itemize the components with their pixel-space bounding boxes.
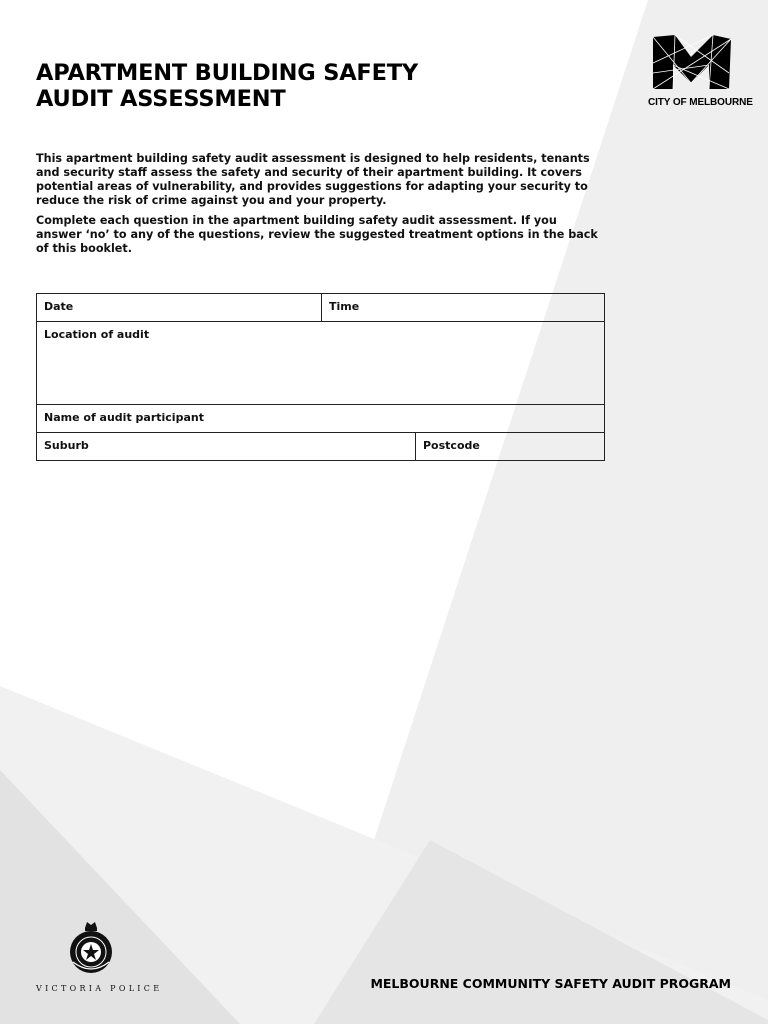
intro-paragraph-2: Complete each question in the apartment building safety audit assessment. If you answer ‘no’ to any of the questions, review the suggested treatment options in the back of this booklet. (36, 214, 598, 255)
time-field[interactable] (321, 294, 604, 321)
program-title: MELBOURNE COMMUNITY SAFETY AUDIT PROGRAM (370, 976, 731, 991)
location-field[interactable] (37, 322, 604, 404)
page-title-line2: AUDIT ASSESSMENT (36, 86, 286, 112)
city-of-melbourne-logo (648, 33, 753, 108)
logo-caption: CITY OF MELBOURNE (648, 97, 753, 108)
suburb-label: Suburb (44, 439, 89, 452)
form-row-location (37, 322, 604, 405)
victoria-police-crest-icon (67, 920, 115, 976)
page-title (36, 60, 418, 112)
intro-paragraph-1: This apartment building safety audit assessment is designed to help residents, tenants and security staff assess the safety and security of their apartment building. It covers potential areas of vulnerability, and provides suggestions for adapting your security to reduce the risk of crime against you and your property. (36, 152, 590, 207)
participant-label: Name of audit participant (44, 411, 204, 424)
form-row-date-time (37, 294, 604, 322)
participant-field[interactable] (37, 405, 604, 432)
form-row-suburb-postcode (37, 433, 604, 460)
suburb-field[interactable] (37, 433, 415, 460)
victoria-police-logo (36, 920, 163, 993)
victoria-police-caption: VICTORIA POLICE (36, 984, 163, 993)
date-field[interactable] (37, 294, 321, 321)
time-label: Time (329, 300, 360, 313)
city-of-melbourne-m-logo-icon (651, 33, 731, 91)
audit-details-form (36, 293, 605, 461)
date-label: Date (44, 300, 74, 313)
postcode-label: Postcode (423, 439, 480, 452)
postcode-field[interactable] (415, 433, 604, 460)
page-title-line1: APARTMENT BUILDING SAFETY (36, 60, 418, 86)
form-row-participant (37, 405, 604, 433)
location-label: Location of audit (44, 328, 150, 341)
intro-text (36, 152, 606, 262)
